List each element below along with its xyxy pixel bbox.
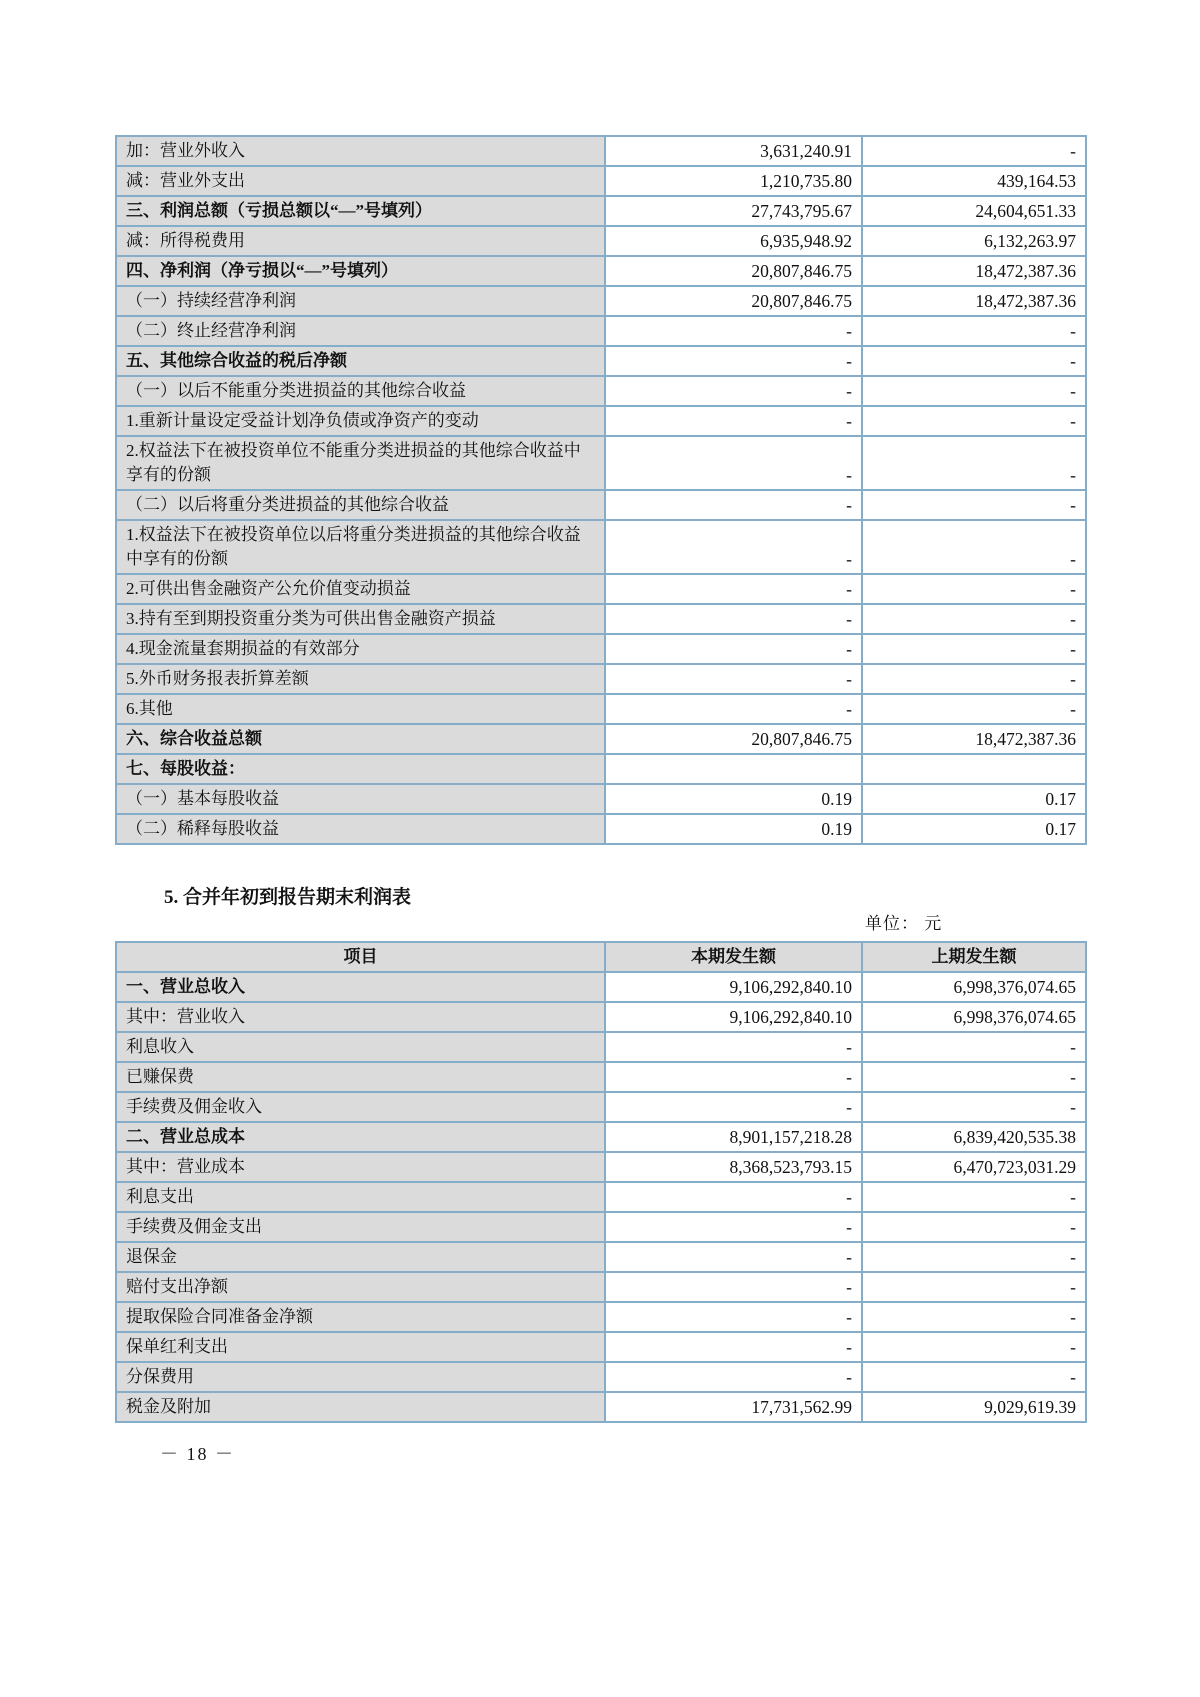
row-label: （一）以后不能重分类进损益的其他综合收益 <box>116 376 605 406</box>
header-prior-period: 上期发生额 <box>862 942 1086 972</box>
income-statement-continuation-table <box>115 135 1087 845</box>
table-row <box>116 436 1086 490</box>
table-row <box>116 1272 1086 1302</box>
table-row <box>116 942 1086 972</box>
cell-current-period: 20,807,846.75 <box>605 256 862 286</box>
table-row <box>116 694 1086 724</box>
table-row <box>116 634 1086 664</box>
cell-current-period: - <box>605 634 862 664</box>
row-label: （一）基本每股收益 <box>116 784 605 814</box>
cell-prior-period: - <box>862 406 1086 436</box>
cell-prior-period: 439,164.53 <box>862 166 1086 196</box>
row-label: 三、利润总额（亏损总额以“—”号填列） <box>116 196 605 226</box>
cell-prior-period: - <box>862 376 1086 406</box>
cell-prior-period: - <box>862 1362 1086 1392</box>
cell-current-period <box>605 754 862 784</box>
cell-current-period: - <box>605 490 862 520</box>
cell-prior-period: - <box>862 634 1086 664</box>
cell-current-period: 27,743,795.67 <box>605 196 862 226</box>
cell-prior-period: - <box>862 1092 1086 1122</box>
table-row <box>116 376 1086 406</box>
table-row <box>116 1362 1086 1392</box>
cell-current-period: - <box>605 574 862 604</box>
table-row <box>116 1032 1086 1062</box>
cell-prior-period: 0.17 <box>862 814 1086 844</box>
cell-prior-period: 6,132,263.97 <box>862 226 1086 256</box>
cell-current-period: 0.19 <box>605 814 862 844</box>
table-row <box>116 136 1086 166</box>
page-number: － 18 － <box>160 1444 235 1464</box>
cell-current-period: 9,106,292,840.10 <box>605 972 862 1002</box>
cell-prior-period: - <box>862 664 1086 694</box>
cell-current-period: - <box>605 1242 862 1272</box>
cell-current-period: - <box>605 1302 862 1332</box>
cell-current-period: - <box>605 436 862 490</box>
row-label: 手续费及佣金收入 <box>116 1092 605 1122</box>
table-row <box>116 664 1086 694</box>
cell-prior-period: 6,998,376,074.65 <box>862 1002 1086 1032</box>
cell-prior-period: 18,472,387.36 <box>862 724 1086 754</box>
table-row <box>116 166 1086 196</box>
cell-current-period: 0.19 <box>605 784 862 814</box>
row-label: 5.外币财务报表折算差额 <box>116 664 605 694</box>
row-label: （二）稀释每股收益 <box>116 814 605 844</box>
row-label: 6.其他 <box>116 694 605 724</box>
row-label: 其中：营业收入 <box>116 1002 605 1032</box>
row-label: 手续费及佣金支出 <box>116 1212 605 1242</box>
cell-current-period: - <box>605 406 862 436</box>
row-label: 4.现金流量套期损益的有效部分 <box>116 634 605 664</box>
table-row <box>116 1212 1086 1242</box>
cell-prior-period: - <box>862 1032 1086 1062</box>
cell-prior-period: - <box>862 346 1086 376</box>
cell-prior-period: 18,472,387.36 <box>862 286 1086 316</box>
cell-prior-period: - <box>862 1212 1086 1242</box>
table-row <box>116 1152 1086 1182</box>
cell-prior-period: - <box>862 520 1086 574</box>
cell-current-period: - <box>605 1362 862 1392</box>
table-row <box>116 256 1086 286</box>
cell-current-period: - <box>605 1182 862 1212</box>
table-row <box>116 574 1086 604</box>
consolidated-profit-table-body <box>116 972 1086 1422</box>
row-label: 3.持有至到期投资重分类为可供出售金融资产损益 <box>116 604 605 634</box>
row-label: 其中：营业成本 <box>116 1152 605 1182</box>
cell-current-period: - <box>605 520 862 574</box>
table-row <box>116 520 1086 574</box>
cell-current-period: 17,731,562.99 <box>605 1392 862 1422</box>
cell-prior-period: 0.17 <box>862 784 1086 814</box>
cell-current-period: - <box>605 1062 862 1092</box>
cell-prior-period <box>862 754 1086 784</box>
cell-prior-period: - <box>862 1182 1086 1212</box>
row-label: 2.可供出售金融资产公允价值变动损益 <box>116 574 605 604</box>
row-label: 一、营业总收入 <box>116 972 605 1002</box>
cell-prior-period: - <box>862 604 1086 634</box>
row-label: 2.权益法下在被投资单位不能重分类进损益的其他综合收益中享有的份额 <box>116 436 605 490</box>
cell-prior-period: - <box>862 1062 1086 1092</box>
cell-current-period: - <box>605 1332 862 1362</box>
cell-current-period: - <box>605 346 862 376</box>
row-label: 分保费用 <box>116 1362 605 1392</box>
cell-current-period: - <box>605 1272 862 1302</box>
income-statement-table-body <box>116 136 1086 844</box>
table-row <box>116 406 1086 436</box>
table-row <box>116 1242 1086 1272</box>
cell-prior-period: - <box>862 490 1086 520</box>
table-row <box>116 1062 1086 1092</box>
row-label: 加：营业外收入 <box>116 136 605 166</box>
table-row <box>116 490 1086 520</box>
table-row <box>116 972 1086 1002</box>
row-label: 保单红利支出 <box>116 1332 605 1362</box>
table-row <box>116 604 1086 634</box>
row-label: 利息收入 <box>116 1032 605 1062</box>
cell-prior-period: - <box>862 694 1086 724</box>
table-row <box>116 1092 1086 1122</box>
row-label: 提取保险合同准备金净额 <box>116 1302 605 1332</box>
cell-prior-period: 6,470,723,031.29 <box>862 1152 1086 1182</box>
row-label: （一）持续经营净利润 <box>116 286 605 316</box>
cell-current-period: 8,901,157,218.28 <box>605 1122 862 1152</box>
cell-prior-period: 18,472,387.36 <box>862 256 1086 286</box>
table-header-row <box>116 942 1086 972</box>
header-item: 项目 <box>116 942 605 972</box>
row-label: 二、营业总成本 <box>116 1122 605 1152</box>
cell-current-period: - <box>605 694 862 724</box>
row-label: 已赚保费 <box>116 1062 605 1092</box>
cell-current-period: - <box>605 1212 862 1242</box>
cell-current-period: 3,631,240.91 <box>605 136 862 166</box>
header-current-period: 本期发生额 <box>605 942 862 972</box>
row-label: 1.权益法下在被投资单位以后将重分类进损益的其他综合收益中享有的份额 <box>116 520 605 574</box>
cell-prior-period: - <box>862 436 1086 490</box>
section-title: 5. 合并年初到报告期末利润表 <box>164 887 412 908</box>
table-row <box>116 784 1086 814</box>
table-row <box>116 1002 1086 1032</box>
row-label: 七、每股收益： <box>116 754 605 784</box>
unit-label: 单位： 元 <box>865 914 943 933</box>
cell-current-period: 20,807,846.75 <box>605 724 862 754</box>
table-row <box>116 724 1086 754</box>
table-row <box>116 226 1086 256</box>
cell-current-period: - <box>605 1032 862 1062</box>
cell-current-period: 20,807,846.75 <box>605 286 862 316</box>
table-row <box>116 196 1086 226</box>
cell-current-period: 8,368,523,793.15 <box>605 1152 862 1182</box>
cell-prior-period: - <box>862 1332 1086 1362</box>
cell-prior-period: - <box>862 1302 1086 1332</box>
table-row <box>116 814 1086 844</box>
table-row <box>116 316 1086 346</box>
cell-prior-period: 9,029,619.39 <box>862 1392 1086 1422</box>
table-row <box>116 1182 1086 1212</box>
cell-prior-period: 6,839,420,535.38 <box>862 1122 1086 1152</box>
row-label: 退保金 <box>116 1242 605 1272</box>
cell-current-period: - <box>605 604 862 634</box>
cell-current-period: - <box>605 1092 862 1122</box>
table-row <box>116 286 1086 316</box>
row-label: 五、其他综合收益的税后净额 <box>116 346 605 376</box>
cell-current-period: - <box>605 316 862 346</box>
cell-current-period: 6,935,948.92 <box>605 226 862 256</box>
table-row <box>116 1392 1086 1422</box>
cell-prior-period: - <box>862 1242 1086 1272</box>
cell-current-period: - <box>605 664 862 694</box>
cell-prior-period: - <box>862 136 1086 166</box>
table-row <box>116 1122 1086 1152</box>
cell-current-period: 1,210,735.80 <box>605 166 862 196</box>
cell-current-period: 9,106,292,840.10 <box>605 1002 862 1032</box>
consolidated-profit-table <box>115 941 1087 1423</box>
row-label: 1.重新计量设定受益计划净负债或净资产的变动 <box>116 406 605 436</box>
row-label: 利息支出 <box>116 1182 605 1212</box>
row-label: 六、综合收益总额 <box>116 724 605 754</box>
table-row <box>116 754 1086 784</box>
row-label: （二）终止经营净利润 <box>116 316 605 346</box>
row-label: 四、净利润（净亏损以“—”号填列） <box>116 256 605 286</box>
cell-prior-period: - <box>862 574 1086 604</box>
row-label: 赔付支出净额 <box>116 1272 605 1302</box>
table-row <box>116 1332 1086 1362</box>
row-label: 税金及附加 <box>116 1392 605 1422</box>
row-label: 减：所得税费用 <box>116 226 605 256</box>
cell-prior-period: 6,998,376,074.65 <box>862 972 1086 1002</box>
cell-prior-period: 24,604,651.33 <box>862 196 1086 226</box>
row-label: （二）以后将重分类进损益的其他综合收益 <box>116 490 605 520</box>
cell-prior-period: - <box>862 316 1086 346</box>
row-label: 减：营业外支出 <box>116 166 605 196</box>
table-row <box>116 346 1086 376</box>
cell-prior-period: - <box>862 1272 1086 1302</box>
cell-current-period: - <box>605 376 862 406</box>
table-row <box>116 1302 1086 1332</box>
